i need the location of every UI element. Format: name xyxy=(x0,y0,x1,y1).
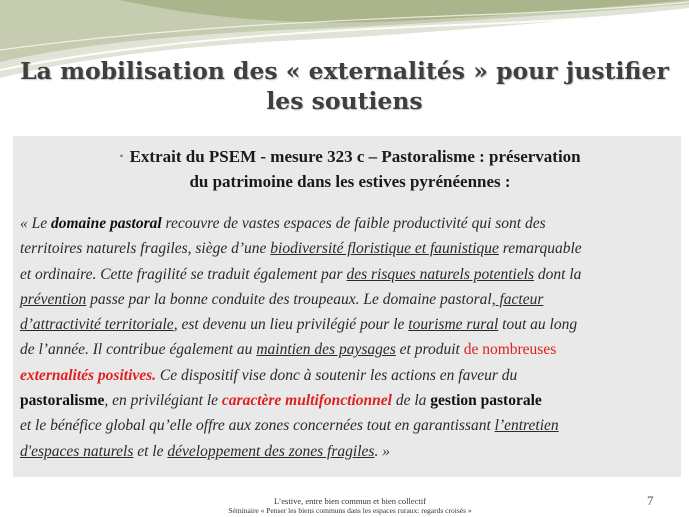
quote-line xyxy=(20,413,670,438)
red-text-nombreuses: de nombreuses xyxy=(463,341,557,359)
extract-heading-line2: du patrimoine dans les estives pyrénéennes : xyxy=(189,172,511,191)
red-bold-externalites: externalités positives. xyxy=(20,366,157,384)
page-number: 7 xyxy=(647,493,654,508)
quote-line xyxy=(20,337,670,362)
text-run: remarquable xyxy=(498,240,582,258)
quote-line xyxy=(20,287,670,312)
text-run: et le bénéfice global qu’elle offre aux zones concernées tout en garantissant xyxy=(20,417,495,435)
emphasis-domaine-pastoral: domaine pastoral xyxy=(51,215,162,232)
footer-line1: L’estive, entre bien commun et bien collectif xyxy=(274,496,426,506)
text-run: territoires naturels fragiles, siège d’une xyxy=(20,240,271,258)
text-run: « Le xyxy=(20,215,51,232)
extract-heading-line1 xyxy=(40,144,660,169)
slide-footer xyxy=(150,496,550,516)
slide-title xyxy=(10,56,679,116)
bold-pastoralisme: pastoralisme xyxy=(20,392,105,410)
footer-line2: Séminaire « Penser les biens communs dans les espaces ruraux: regards croisés » xyxy=(228,506,472,515)
extract-heading-text1: Extrait du PSEM - mesure 323 c – Pastoralisme : préservation xyxy=(129,147,581,166)
quote-line xyxy=(20,439,670,464)
quote-line xyxy=(20,363,670,388)
underlined-espaces-naturels: d'espaces naturels xyxy=(20,442,134,460)
quote-line xyxy=(20,236,670,261)
quote-line xyxy=(20,211,670,236)
text-run: tout au long xyxy=(498,316,578,334)
extract-heading xyxy=(40,144,660,194)
text-run: Ce dispositif vise donc à soutenir les actions en faveur du xyxy=(156,366,518,384)
text-run: , en privilégiant le xyxy=(104,392,222,410)
bullet-icon: • xyxy=(119,149,124,163)
text-run: , est devenu un lieu privilégié pour le xyxy=(173,316,409,334)
quote-line xyxy=(20,388,670,413)
underlined-tourisme-rural: tourisme rural xyxy=(408,316,499,334)
quote-paragraph xyxy=(20,211,670,464)
underlined-biodiversite: biodiversité floristique et faunistique xyxy=(270,240,499,258)
red-bold-caractere-multifonctionnel: caractère multifonctionnel xyxy=(221,392,392,410)
slide-title-line1: La mobilisation des « externalités » pour justifier xyxy=(20,57,669,85)
text-run: et ordinaire. Cette fragilité se traduit également par xyxy=(20,265,347,283)
text-run: recouvre de vastes espaces de faible productivité qui sont des xyxy=(161,215,546,232)
underlined-maintien-paysages: maintien des paysages xyxy=(256,341,396,359)
text-run: et le xyxy=(133,442,168,460)
text-run: dont la xyxy=(534,265,582,283)
underlined-entretien: l’entretien xyxy=(494,417,559,435)
slide-title-line2: les soutiens xyxy=(266,87,423,115)
text-run: de la xyxy=(391,392,431,410)
underlined-attractivite: d’attractivité territoriale xyxy=(20,316,174,334)
text-run: de l’année. Il contribue également au xyxy=(20,341,257,359)
quote-line xyxy=(20,312,670,337)
quote-line xyxy=(20,262,670,287)
underlined-facteur: facteur xyxy=(495,290,544,308)
underlined-prevention: prévention xyxy=(20,290,87,308)
bold-gestion-pastorale: gestion pastorale xyxy=(430,392,542,410)
text-run: et produit xyxy=(395,341,464,359)
text-run: passe par la bonne conduite des troupeaux. Le domaine pastoral, xyxy=(86,290,496,308)
text-run: . » xyxy=(374,442,390,460)
underlined-developpement: développement des zones fragiles xyxy=(167,442,375,460)
underlined-risques-naturels: des risques naturels potentiels xyxy=(346,265,535,283)
